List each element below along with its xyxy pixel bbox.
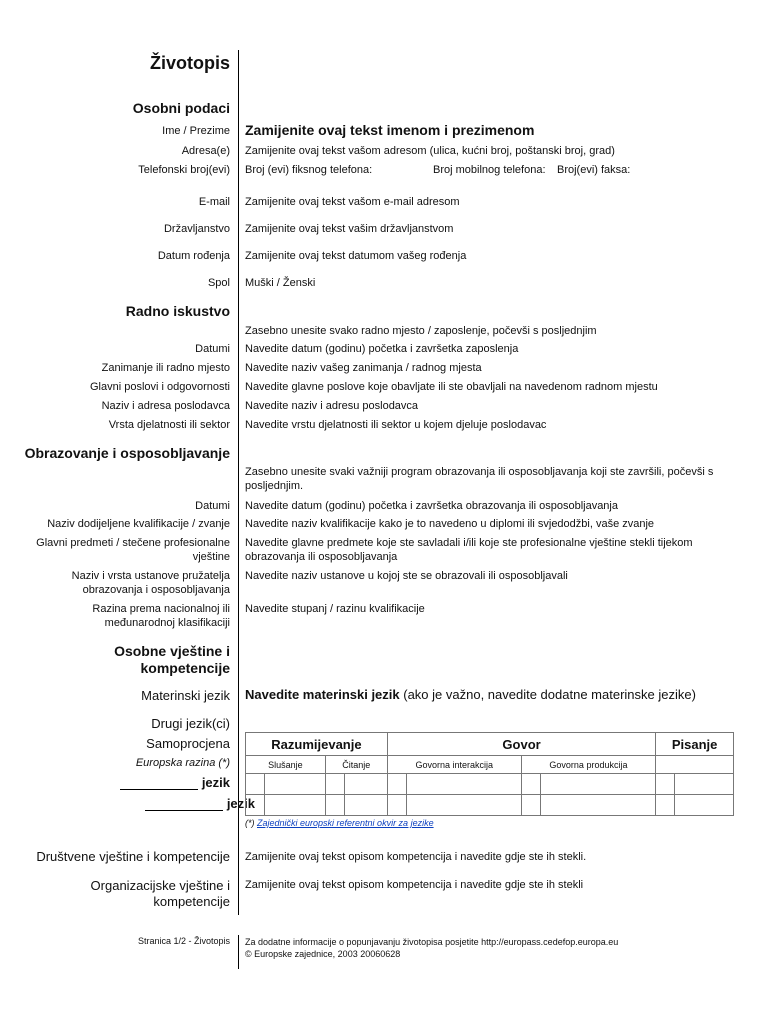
table-cell[interactable]: [265, 774, 326, 795]
edu-inst-label: Naziv i vrsta ustanove pružatelja obrazovanja i osposobljavanja: [71, 570, 230, 596]
self-assessment-label: Samoprocjena: [146, 736, 230, 751]
vertical-divider: [238, 50, 239, 915]
work-row-label: Zanimanje ili radno mjesto: [101, 362, 230, 374]
work-row-label: Glavni poslovi i odgovornosti: [89, 381, 230, 393]
table-header-writing: Pisanje: [656, 733, 734, 756]
table-cell[interactable]: [344, 774, 387, 795]
work-row-label: Datumi: [195, 343, 230, 355]
cef-link[interactable]: Zajednički europski referentni okvir za jezike: [257, 818, 434, 828]
table-row: [246, 774, 734, 795]
email-label: E-mail: [198, 196, 230, 208]
european-level-label: Europska razina (*): [135, 757, 230, 769]
citizenship-value: Zamijenite ovaj tekst vašim državljanstvom: [245, 223, 454, 235]
table-header-understanding: Razumijevanje: [246, 733, 388, 756]
table-cell[interactable]: [344, 795, 387, 816]
other-languages-label: Drugi jezik(ci): [151, 716, 230, 731]
education-intro: Zasebno unesite svaki važniji program obrazovanja ili osposobljavanja koji ste završili, počevši s posljednjim.: [245, 466, 714, 492]
table-sub-listening: Slušanje: [246, 756, 326, 774]
table-cell[interactable]: [265, 795, 326, 816]
edu-level-label: Razina prema nacionalnoj ili međunarodnoj klasifikaciji: [92, 603, 230, 629]
edu-inst-value: Navedite naziv ustanove u kojoj ste se obrazovali ili osposobljavali: [245, 570, 568, 582]
phone-mobile: Broj mobilnog telefona:: [433, 164, 546, 176]
table-cell[interactable]: [521, 774, 540, 795]
table-sub-reading: Čitanje: [325, 756, 387, 774]
email-value: Zamijenite ovaj tekst vašom e-mail adresom: [245, 196, 460, 208]
table-row: [246, 795, 734, 816]
table-cell[interactable]: [246, 795, 265, 816]
phone-fax: Broj(evi) faksa:: [557, 164, 631, 176]
table-cell[interactable]: [521, 795, 540, 816]
language-assessment-table: [245, 732, 734, 816]
edu-subjects-label: Glavni predmeti / stečene profesionalne vještine: [36, 537, 230, 563]
work-row-value: Navedite naziv i adresu poslodavca: [245, 400, 419, 412]
table-sub-interaction: Govorna interakcija: [387, 756, 521, 774]
section-personal: Osobni podaci: [132, 100, 230, 116]
name-value: Zamijenite ovaj tekst imenom i prezimenom: [245, 122, 535, 138]
mother-tongue-label: Materinski jezik: [141, 688, 230, 703]
table-cell[interactable]: [675, 795, 734, 816]
work-row-value: Navedite naziv vašeg zanimanja / radnog mjesta: [245, 362, 482, 374]
phone-label: Telefonski broj(evi): [138, 164, 230, 176]
footer-page: Stranica 1/2 - Životopis: [137, 936, 230, 946]
table-cell[interactable]: [387, 795, 406, 816]
section-skills: Osobne vještine i kompetencije: [114, 643, 230, 676]
language-row-label: jezik: [145, 797, 255, 811]
footer-info-text: Za dodatne informacije o popunjavanju životopisa posjetite http://europass.cedefop.europa.eu: [245, 937, 619, 947]
org-skills-label: Organizacijske vještine i kompetencije: [90, 878, 230, 909]
table-cell[interactable]: [406, 795, 521, 816]
table-cell[interactable]: [246, 774, 265, 795]
social-skills-label: Društvene vještine i kompetencije: [36, 849, 230, 864]
edu-qual-label: Naziv dodijeljene kvalifikacije / zvanje: [47, 518, 230, 530]
birth-label: Datum rođenja: [157, 250, 230, 262]
table-sub-production: Govorna produkcija: [521, 756, 656, 774]
language-name-line: [120, 789, 198, 790]
edu-level-value: Navedite stupanj / razinu kvalifikacije: [245, 603, 425, 615]
social-skills-value: Zamijenite ovaj tekst opisom kompetencija i navedite gdje ste ih stekli.: [245, 851, 587, 863]
section-education: Obrazovanje i osposobljavanje: [24, 445, 230, 461]
address-value: Zamijenite ovaj tekst vašom adresom (ulica, kućni broj, poštanski broj, grad): [245, 145, 615, 157]
work-row-label: Vrsta djelatnosti ili sektor: [108, 419, 230, 431]
work-row-value: Navedite vrstu djelatnosti ili sektor u kojem djeluje poslodavac: [245, 419, 547, 431]
table-cell[interactable]: [406, 774, 521, 795]
cef-note: (*) Zajednički europski referentni okvir za jezike: [245, 818, 434, 828]
table-cell[interactable]: [540, 795, 656, 816]
gender-value: Muški / Ženski: [245, 277, 316, 289]
document-title: Životopis: [150, 53, 230, 73]
birth-value: Zamijenite ovaj tekst datumom vašeg rođenja: [245, 250, 467, 262]
table-header-speaking: Govor: [387, 733, 655, 756]
table-cell[interactable]: [325, 795, 344, 816]
table-cell[interactable]: [387, 774, 406, 795]
work-row-value: Navedite glavne poslove koje obavljate ili ste obavljali na navedenom radnom mjestu: [245, 381, 658, 393]
mother-tongue-value: Navedite materinski jezik (ako je važno, navedite dodatne materinske jezike): [245, 687, 696, 702]
gender-label: Spol: [207, 277, 230, 289]
table-cell[interactable]: [656, 795, 675, 816]
citizenship-label: Državljanstvo: [163, 223, 230, 235]
name-label: Ime / Prezime: [162, 125, 230, 137]
edu-dates-label: Datumi: [195, 500, 230, 512]
table-cell[interactable]: [540, 774, 656, 795]
edu-subjects-value: Navedite glavne predmete koje ste savladali i/ili koje ste profesionalne vještine stekli tijekom obrazovanja ili osposobljavanja: [245, 537, 693, 563]
table-cell[interactable]: [325, 774, 344, 795]
table-cell[interactable]: [675, 774, 734, 795]
edu-dates-value: Navedite datum (godinu) početka i završetka obrazovanja ili osposobljavanja: [245, 500, 618, 512]
table-cell[interactable]: [656, 774, 675, 795]
language-name-line: [145, 810, 223, 811]
phone-fixed: Broj (evi) fiksnog telefona:: [245, 164, 373, 176]
footer-info: [245, 936, 618, 960]
work-intro: Zasebno unesite svako radno mjesto / zaposlenje, počevši s posljednjim: [245, 325, 597, 337]
footer-divider: [238, 935, 239, 969]
footer-copyright: © Europske zajednice, 2003 20060628: [245, 949, 401, 959]
org-skills-value: Zamijenite ovaj tekst opisom kompetencija i navedite gdje ste ih stekli: [245, 879, 584, 891]
edu-qual-value: Navedite naziv kvalifikacije kako je to navedeno u diplomi ili svjedodžbi, vaše zvanje: [245, 518, 655, 530]
work-row-value: Navedite datum (godinu) početka i završetka zaposlenja: [245, 343, 519, 355]
table-sub-writing-blank: [656, 756, 734, 774]
address-label: Adresa(e): [181, 145, 230, 157]
language-row-label: jezik: [120, 776, 230, 790]
work-row-label: Naziv i adresa poslodavca: [101, 400, 230, 412]
section-work: Radno iskustvo: [125, 303, 230, 319]
